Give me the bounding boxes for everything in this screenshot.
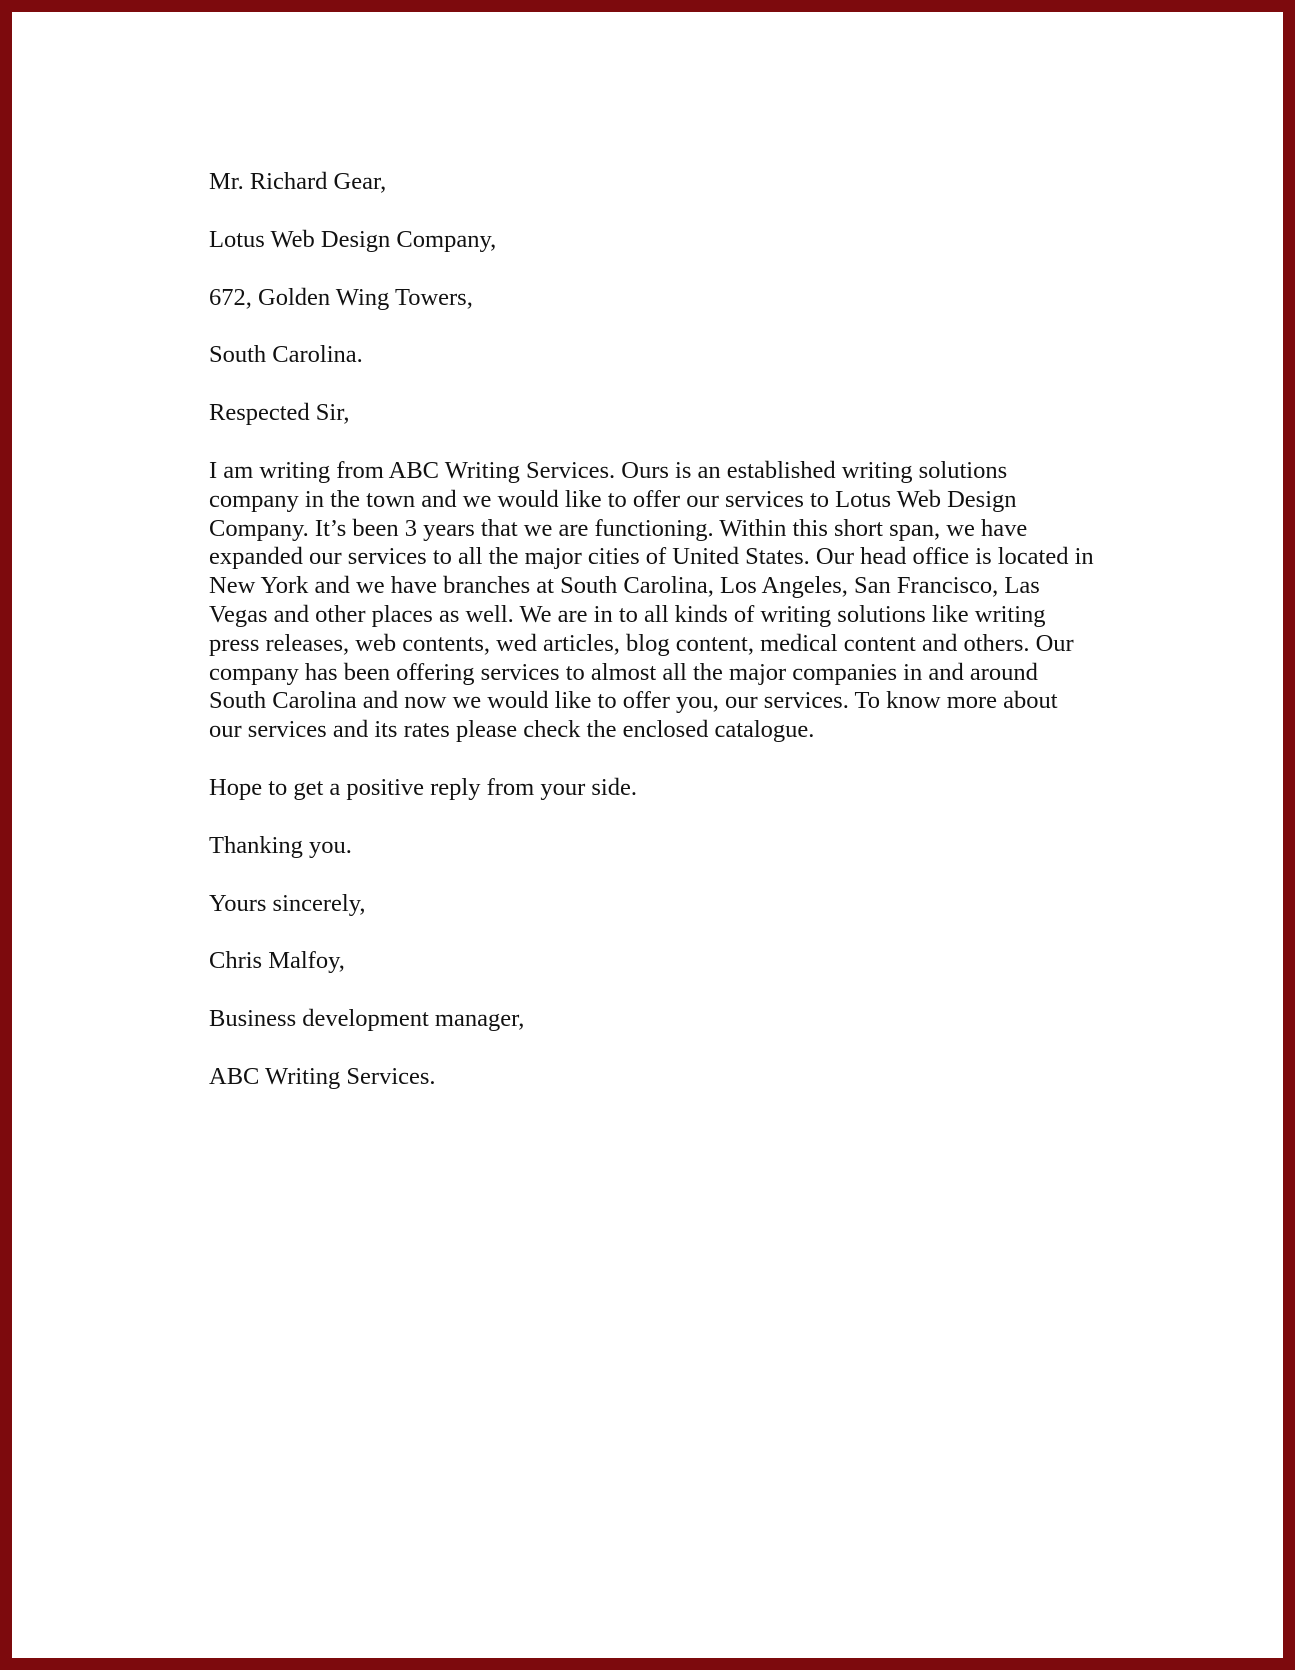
sender-company: ABC Writing Services. bbox=[209, 1062, 436, 1090]
letter-content bbox=[209, 168, 1109, 1121]
hope-line: Hope to get a positive reply from your side. bbox=[209, 773, 637, 801]
sender-title: Business development manager, bbox=[209, 1005, 525, 1033]
sender-name: Chris Malfoy, bbox=[209, 947, 345, 975]
recipient-company: Lotus Web Design Company, bbox=[209, 225, 497, 253]
recipient-name: Mr. Richard Gear, bbox=[209, 168, 387, 195]
recipient-state: South Carolina. bbox=[209, 341, 363, 369]
closing: Yours sincerely, bbox=[209, 889, 366, 917]
recipient-address: 672, Golden Wing Towers, bbox=[209, 283, 473, 311]
salutation: Respected Sir, bbox=[209, 399, 350, 427]
thanks-line: Thanking you. bbox=[209, 831, 352, 859]
body-paragraph: I am writing from ABC Writing Services. Ours is an established writing solutions company in the town and we would like to offer our services to Lotus Web Design Company. It’s been 3 years that we are functioning. Within this short span, we have expanded our services to all the major cities of United States. Our head office is located in New York and we have branches at South Carolina, Los Angeles, San Francisco, Las Vegas and other places as well. We are in to all kinds of writing solutions like writing press releases, web contents, wed articles, blog content, medical content and others. Our company has been offering services to almost all the major companies in and around South Carolina and now we would like to offer you, our services. To know more about our services and its rates please check the enclosed catalogue. bbox=[209, 456, 1094, 744]
